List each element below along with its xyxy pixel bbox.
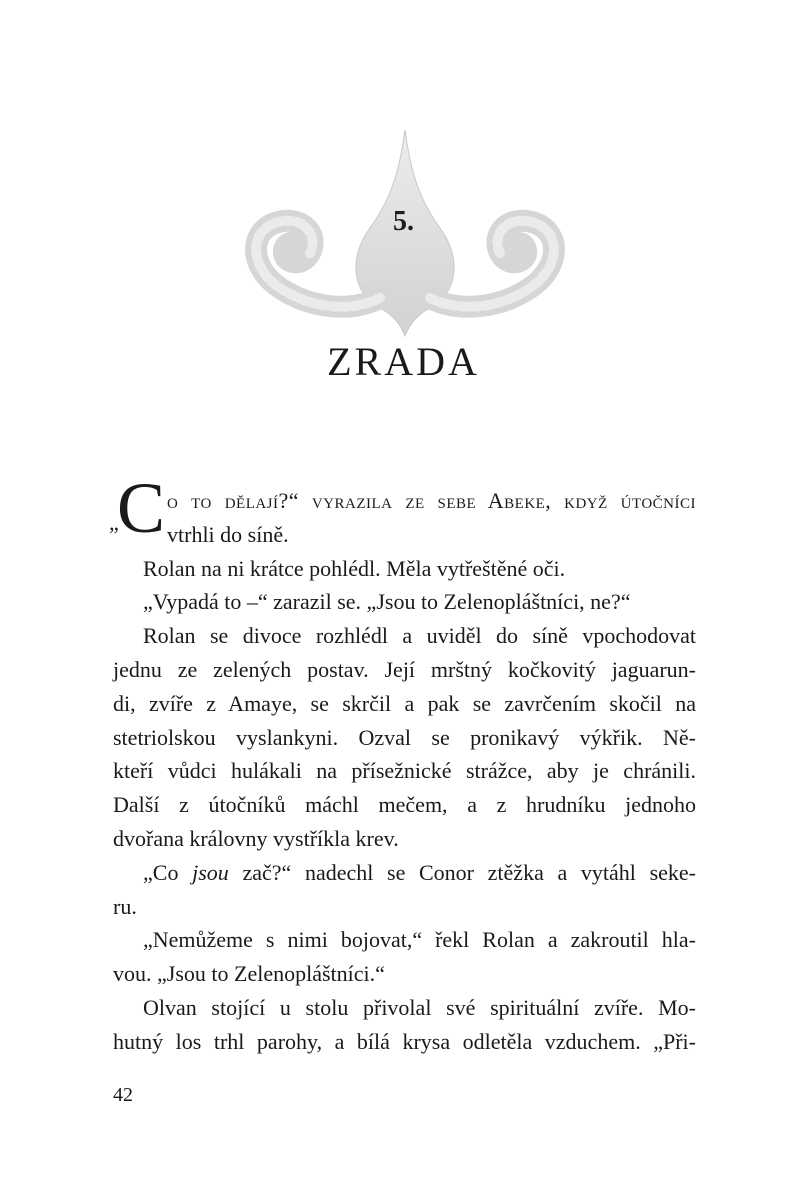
- text-line: „Vypadá to –“ zarazil se. „Jsou to Zelenopláštníci, ne?“: [143, 589, 631, 615]
- drop-cap: [109, 468, 166, 548]
- text-line: Další z útočníků máchl mečem, a z hrudníku jednoho: [113, 792, 696, 818]
- emphasis-text: jsou: [192, 859, 229, 885]
- page-number: 42: [113, 1084, 133, 1106]
- chapter-number: 5.: [393, 206, 414, 237]
- text-line: hutný los trhl parohy, a bílá krysa odletěla vzduchem. „Při-: [113, 1028, 696, 1054]
- text-line: dvořana královny vystříkla krev.: [113, 825, 399, 851]
- text-line: vou. „Jsou to Zelenopláštníci.“: [113, 961, 385, 987]
- text-line: o to dělají?“ vyrazila ze sebe Abeke, když útočníci: [167, 488, 696, 513]
- drop-cap-letter: C: [117, 468, 166, 548]
- chapter-title: ZRADA: [327, 339, 480, 384]
- text-line: di, zvíře z Amaye, se skrčil a pak se zavrčením skočil na: [113, 690, 696, 716]
- text-line: „Nemůžeme s nimi bojovat,“ řekl Rolan a zakroutil hla-: [143, 927, 696, 953]
- text-line: stetriolskou vyslankyni. Ozval se pronikavý výkřik. Ně-: [113, 724, 696, 750]
- text-line: ru.: [113, 893, 137, 919]
- chapter-body: [109, 468, 696, 1059]
- text-segment: „Co: [143, 859, 193, 885]
- text-line: [113, 856, 696, 890]
- paragraph-1: [109, 468, 696, 552]
- text-line: kteří vůdci hulákali na přísežnické strážce, aby je chránili.: [113, 758, 696, 784]
- drop-cap-quote: „: [109, 510, 119, 535]
- text-line: Rolan na ni krátce pohlédl. Měla vytřeštěné oči.: [143, 555, 566, 581]
- text-line: Olvan stojící u stolu přivolal své spirituální zvíře. Mo-: [143, 994, 696, 1020]
- text-line: vtrhli do síně.: [167, 521, 289, 547]
- text-line: Rolan se divoce rozhlédl a uviděl do síně vpochodovat: [143, 623, 696, 649]
- text-segment: zač?“ nadechl se Conor ztěžka a vytáhl seke-: [228, 859, 696, 885]
- text-line: jednu ze zelených postav. Její mrštný kočkovitý jaguarun-: [113, 656, 696, 682]
